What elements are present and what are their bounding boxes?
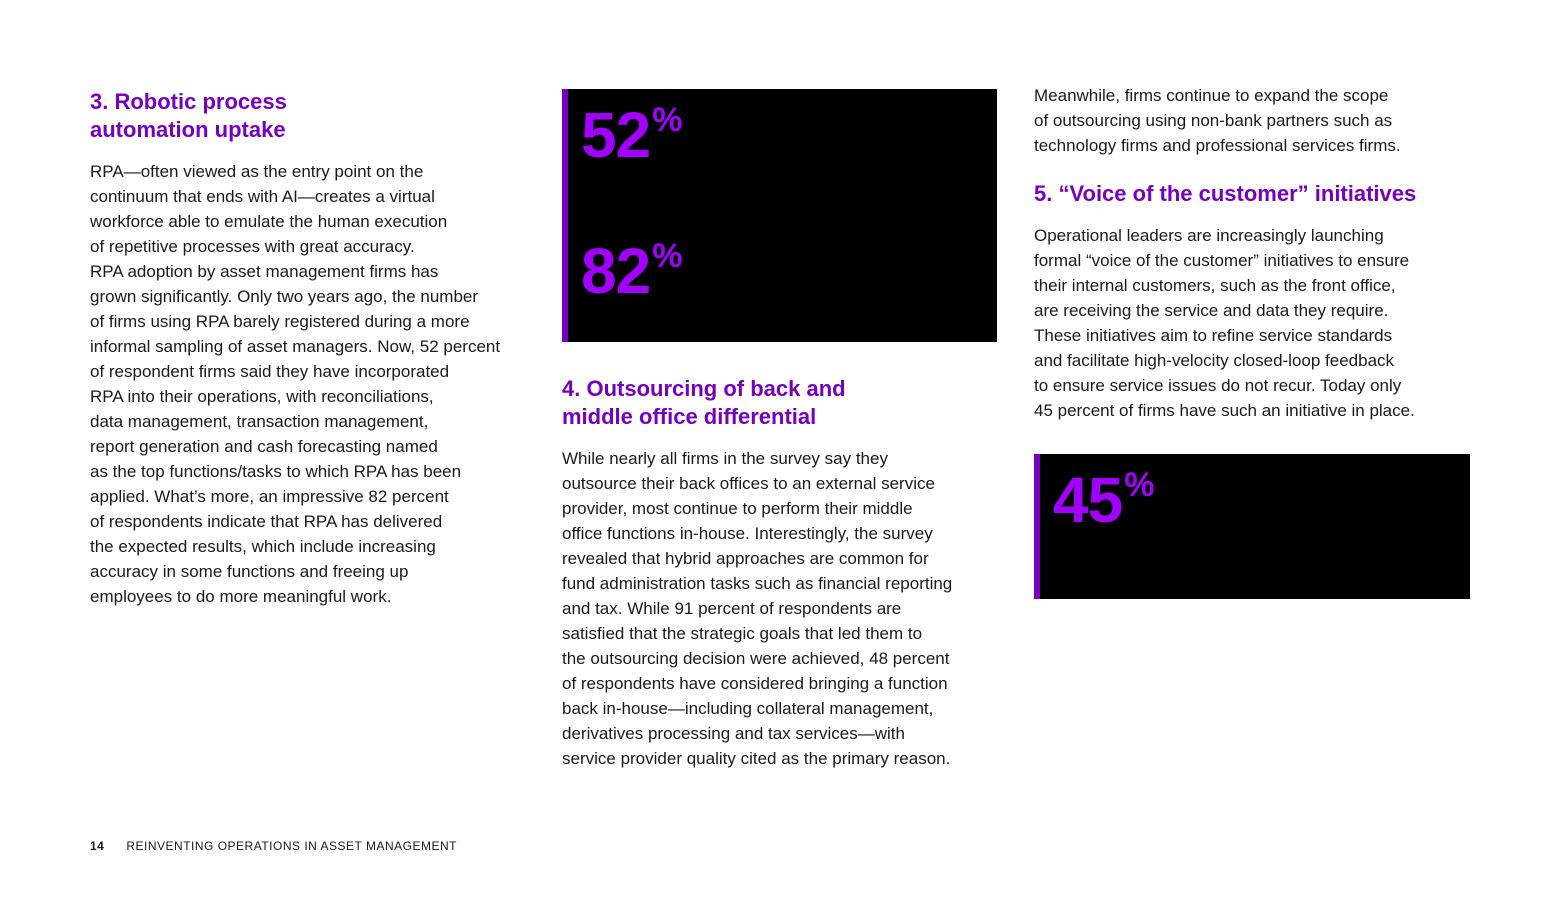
document-title: REINVENTING OPERATIONS IN ASSET MANAGEMENT <box>126 839 457 853</box>
stat-box-voice-of-customer <box>1034 454 1470 599</box>
section-heading-outsourcing: 4. Outsourcing of back and middle office differential <box>562 376 846 429</box>
column-outsourcing <box>562 375 1002 771</box>
stat-box-rpa <box>562 89 997 342</box>
stat-value: 45 <box>1053 464 1123 536</box>
stat-52-percent <box>581 99 682 178</box>
section-heading-voice-of-customer: 5. “Voice of the customer” initiatives <box>1034 181 1417 206</box>
page-footer <box>90 838 457 854</box>
stat-45-percent <box>1053 464 1154 543</box>
column-robotic-process-automation <box>90 88 530 609</box>
stat-unit: % <box>1124 466 1154 504</box>
column-voice-of-customer <box>1034 83 1494 423</box>
stat-unit: % <box>652 101 682 139</box>
section-body-voice-of-customer: Operational leaders are increasingly launching formal “voice of the customer” initiatives to ensure their internal customers, such as the front office, are receiving the service and data they require. These initiatives aim to refine service standards and facilitate high-velocity closed-loop feedback to ensure service issues do not recur. Today only 45 percent of firms have such an initiative in place. <box>1034 226 1415 420</box>
stat-value: 52 <box>581 99 651 171</box>
stat-unit: % <box>652 237 682 275</box>
stat-value: 82 <box>581 235 651 307</box>
section-heading-rpa: 3. Robotic process automation uptake <box>90 89 287 142</box>
page-number: 14 <box>90 839 105 853</box>
section-body-outsourcing: While nearly all firms in the survey say they outsource their back offices to an external service provider, most continue to perform their middle office functions in-house. Interestingly, the survey revealed that hybrid approaches are common for fund administration tasks such as financial reporting and tax. While 91 percent of respondents are satisfied that the strategic goals that led them to the outsourcing decision were achieved, 48 percent of respondents have considered bringing a function back in-house—including collateral management, derivatives processing and tax services—with service provider quality cited as the primary reason. <box>562 449 953 768</box>
intro-paragraph: Meanwhile, firms continue to expand the scope of outsourcing using non-bank partners such as technology firms and professional services firms. <box>1034 86 1401 155</box>
stat-82-percent <box>581 235 682 314</box>
section-body-rpa: RPA—often viewed as the entry point on the continuum that ends with AI—creates a virtual workforce able to emulate the human execution of repetitive processes with great accuracy. RPA adoption by asset management firms has grown significantly. Only two years ago, the number of firms using RPA barely registered during a more informal sampling of asset managers. Now, 52 percent of respondent firms said they have incorporated RPA into their operations, with reconciliations, data management, transaction management, report generation and cash forecasting named as the top functions/tasks to which RPA has been applied. What’s more, an impressive 82 percent of respondents indicate that RPA has delivered the expected results, which include increasing accuracy in some functions and freeing up employees to do more meaningful work. <box>90 162 501 606</box>
